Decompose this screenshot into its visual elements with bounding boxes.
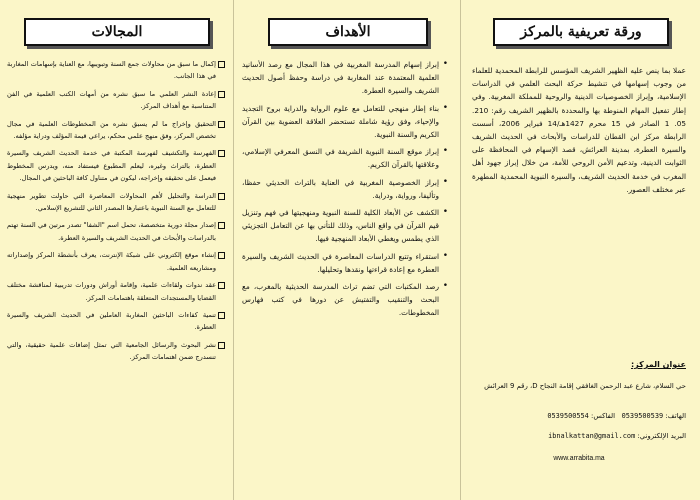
phone-label: الهاتف: [665, 412, 686, 420]
areas-list [7, 58, 225, 369]
goal-item: • رصد المكتبات التي تضم تراث المدرسة الحديثية بالمغرب، مع البحث والتنقيب والتفتيش عن دورها في كتب فهارس المخطوطات. [242, 280, 448, 320]
intro-panel [460, 0, 700, 500]
contact-email [472, 430, 686, 442]
area-item: التحقيق وإخراج ما لم يسبق نشره من المخطوطات العلمية في مجال تخصص المركز، وفق منهج علمي محكم، يراعي قيمة المؤلف ودراية مؤلفه. [7, 118, 225, 143]
phone-number: 0539500539 [621, 412, 664, 420]
goals-panel [233, 0, 460, 500]
email-address[interactable]: ibnalkattan@gmail.com [548, 432, 636, 440]
intro-text: عملا بما ينص عليه الظهير الشريف المؤسس للرابطة المحمدية للعلماء من وجوب إسهامها في تنشيط حركة البحث العلمي في الدراسات الإسلامية، وإبراز الخصوصيات الدينية والروحية للمملكة المغربية. وفي إطار تفعيل المهام المنوطة بها والمحددة بالظهير الشريف رقم: 210. 05. 1 الصادر في 15 محرم 1427هـ/14 فبراير 2006، أسست الرابطة مركز ابن القطان للدراسات والأبحاث في الحديث الشريف والسيرة العطرة، بمدينة العرائش، قصد الإسهام في المحافظة على الثوابت الدينية، وتدعيم الأمن الروحي للأمة، من خلال إبراز جهود أهل المغرب في خدمة الحديث الشريف، والسيرة النبوية المحمدية المطهرة عبر مختلف العصور. [472, 66, 686, 194]
area-item: نشر البحوث والرسائل الجامعية التي تمثل إضافات علمية حقيقية، والتي تنسدرج ضمن اهتمامات المركز. [7, 339, 225, 364]
goals-title: الأهداف [268, 18, 428, 46]
fax-label: الفاكس: [591, 412, 616, 420]
goal-item: • إبراز إسهام المدرسة المغربية في هذا المجال مع رصد الأسانيد العلمية المعتمدة عند المغاربة في دراسة وحفظ أصول الحديث الشريف والسيرة العطرة. [242, 58, 448, 98]
areas-panel [0, 0, 233, 500]
goal-item: • الكشف عن الأبعاد الكلية للسنة النبوية ومنهجيتها في فهم وتنزيل قيم القرآن في واقع الناس، وذلك للتأني بها عن التعامل التجزيئي الذي يطمس ويغطي الأبعاد المنهجية فيها. [242, 206, 448, 246]
areas-title: المجالات [24, 18, 210, 46]
intro-content [472, 58, 686, 196]
intro-title: ورقة تعريفية بالمركز [493, 18, 669, 46]
area-item: عقد ندوات ولقاءات علمية، وإقامة أوراش ودورات تدريبية لمناقشة مختلف القضايا والمستجدات المتعلقة باهتمامات المركز. [7, 279, 225, 304]
website-link[interactable]: www.arrabita.ma [553, 455, 605, 462]
goal-item: • إبراز الخصوصية المغربية في العناية بالتراث الحديثي حفظا، وتأليفا، ورواية، ودراية. [242, 176, 448, 202]
area-item: إصدار مجلة دورية متخصصة، تحمل اسم "الشفا" تصدر مرتين في السنة تهتم بالدراسات والأبحاث في الحديث الشريف والسيرة العطرة. [7, 219, 225, 244]
contact-phones [472, 410, 686, 422]
goal-item: • استقراء وتتبع الدراسات المعاصرة في الحديث الشريف والسيرة العطرة مع إعادة قراءتها ونقدها وتحليلها. [242, 250, 448, 276]
goals-list [242, 58, 448, 324]
area-item: الفهرسة والتكشيف لفهرسة المكتبة في خدمة الحديث الشريف والسيرة العطرة، بالتراث وغيره، ليعلم المطبوع فيستفاد منه، ويدرس المخطوط فيعمل على تحقيقه وإخراجه، ليكون في متناول كافة الباحثين في المجال. [7, 147, 225, 184]
address-street: حي السلام، شارع عبد الرحمن الغافقي إقامة النجاح D، رقم 9 العرائش [484, 382, 686, 390]
area-item: تنمية كفاءات الباحثين المغاربة العاملين في الحديث الشريف والسيرة العطرة. [7, 309, 225, 334]
goal-item: • إبراز موقع السنة النبوية الشريفة في النسق المعرفي الإسلامي، وعلاقتها بالقرآن الكريم. [242, 145, 448, 171]
area-item: إكمال ما سبق من محاولات جمع السنة وتبويبها، مع العناية بإسهامات المغاربة في هذا الجانب. [7, 58, 225, 83]
fax-number: 0539500554 [547, 412, 589, 420]
area-item: الدراسة والتحليل لأهم المحاولات المعاصرة التي حاولت تطوير منهجية للتعامل مع السنة النبوية باعتبارها المصدر الثاني للتشريع الإسلامي. [7, 190, 225, 215]
address-heading: عنوان المركز: [630, 360, 686, 369]
email-label: البريد الإلكتروني: [637, 432, 686, 440]
area-item: إعادة النشر العلمي ما سبق نشره من أمهات الكتب العلمية في الفن المتناسبة مع أهداف المركز. [7, 88, 225, 113]
goal-item: • بناء إطار منهجي للتعامل مع علوم الرواية والدراية بروح التجديد والإحياء، وفق رؤية شاملة تستحضر العلاقة العضوية بين القرآن الكريم والسنة النبوية. [242, 102, 448, 142]
area-item: إنشاء موقع إلكتروني على شبكة الإنترنت، يعرف بأنشطة المركز وإصداراته ومشاريعه العلمية. [7, 249, 225, 274]
